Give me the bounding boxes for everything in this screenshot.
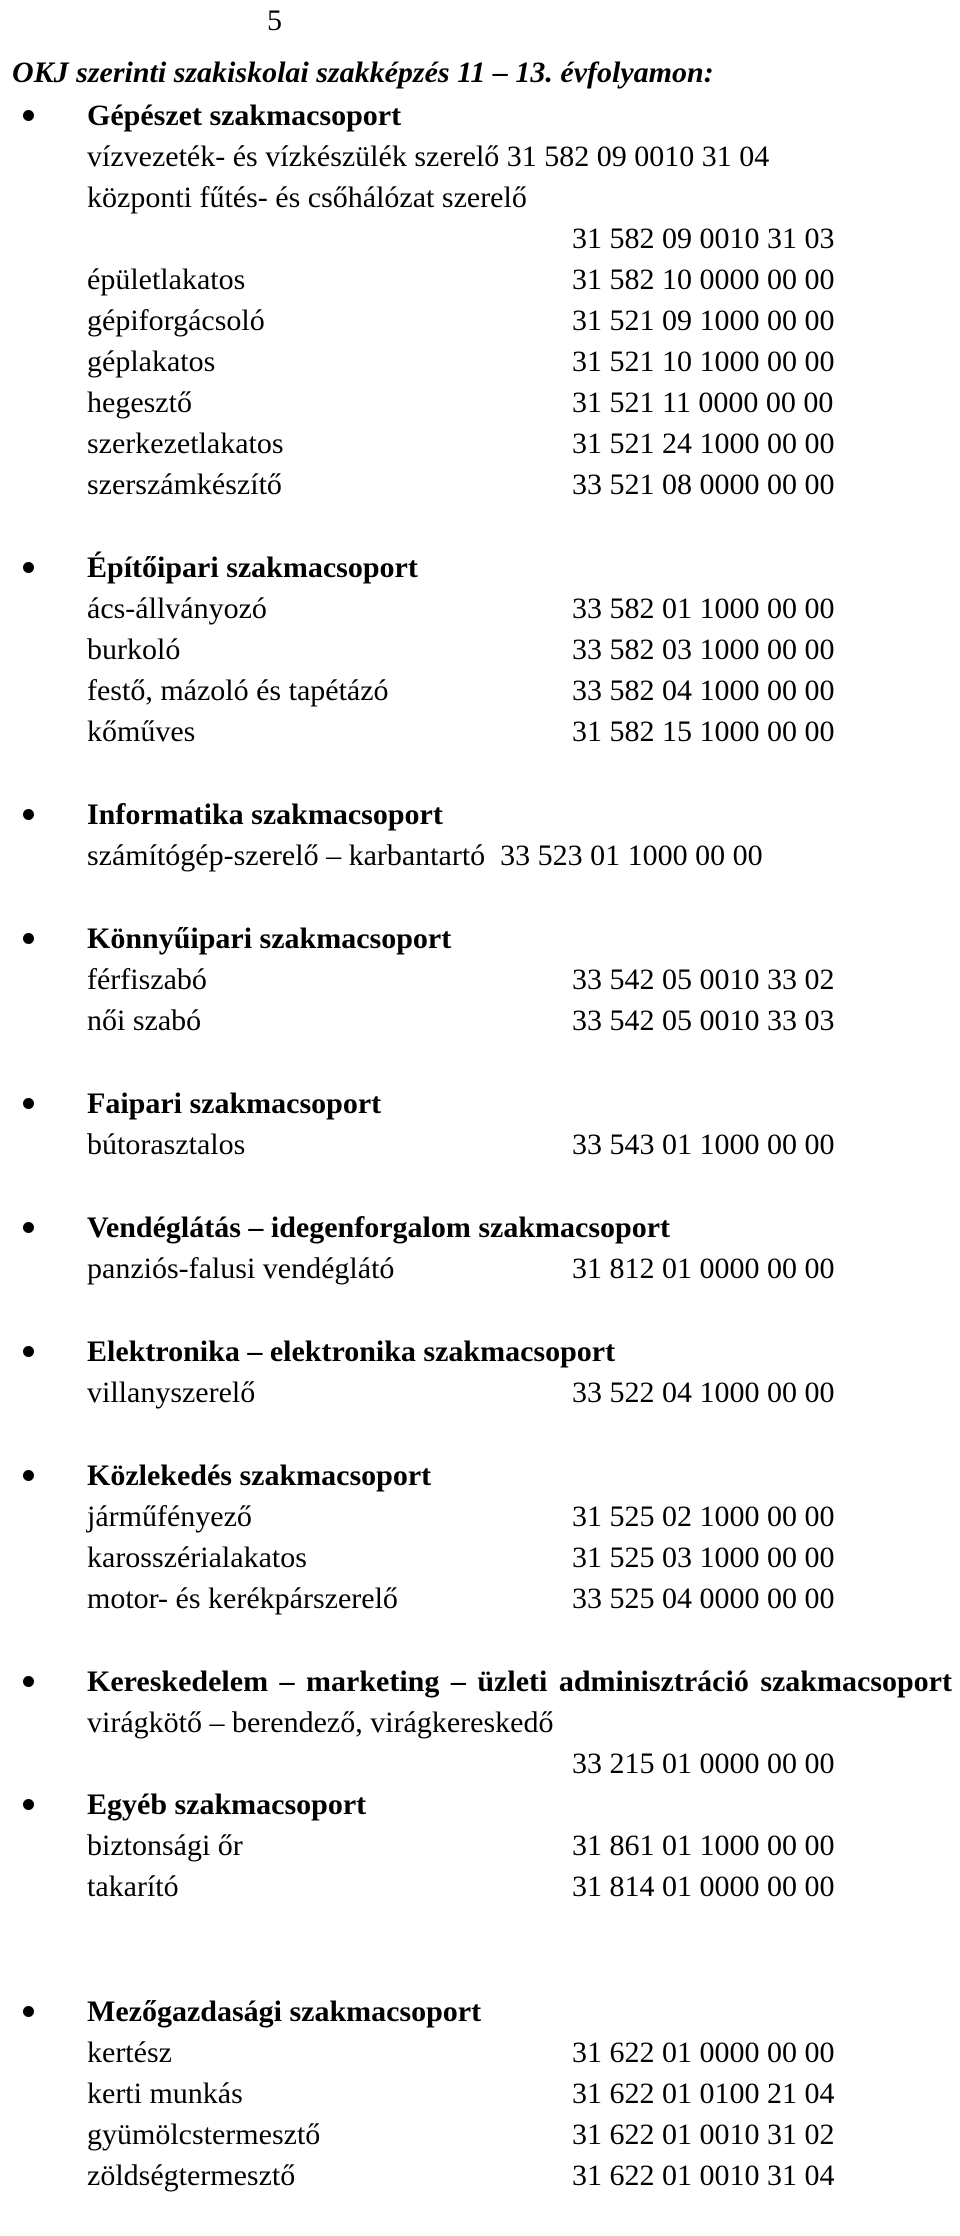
list-item <box>87 2155 960 2196</box>
list-item <box>87 1866 960 1907</box>
list-item <box>87 835 960 876</box>
course-code: 31 622 01 0010 31 04 <box>572 2159 835 2192</box>
course-name: kerti munkás <box>87 2077 243 2110</box>
page-number: 5 <box>267 4 282 37</box>
list-item <box>87 218 960 259</box>
bullet-icon <box>23 562 34 573</box>
group-kozlekedes <box>0 1455 960 1619</box>
group-gepeszet <box>0 95 960 505</box>
group-konnyuipari <box>0 918 960 1041</box>
list-item <box>87 711 960 752</box>
course-name: gyümölcstermesztő <box>87 2118 321 2151</box>
course-code: 33 582 01 1000 00 00 <box>572 592 835 625</box>
bullet-icon <box>23 110 34 121</box>
course-name: takarító <box>87 1870 179 1903</box>
course-code: 31 582 15 1000 00 00 <box>572 715 835 748</box>
list-item <box>87 1537 960 1578</box>
course-group-list <box>0 95 960 2196</box>
group-egyeb <box>0 1784 960 1907</box>
list-item <box>87 1743 960 1784</box>
course-code: 31 622 01 0100 21 04 <box>572 2077 835 2110</box>
course-code: 33 543 01 1000 00 00 <box>572 1128 835 1161</box>
list-item <box>87 588 960 629</box>
course-name: járműfényező <box>87 1500 252 1533</box>
course-code: 33 582 03 1000 00 00 <box>572 633 835 666</box>
list-item <box>87 1825 960 1866</box>
group-title: Könnyűipari szakmacsoport <box>87 922 452 955</box>
course-name: burkoló <box>87 633 181 666</box>
course-name: kertész <box>87 2036 172 2069</box>
list-item <box>87 629 960 670</box>
list-item <box>87 670 960 711</box>
list-item <box>87 1496 960 1537</box>
bullet-icon <box>23 933 34 944</box>
group-epitoipari <box>0 547 960 752</box>
list-item <box>87 341 960 382</box>
list-item <box>87 382 960 423</box>
list-item <box>87 1372 960 1413</box>
course-name: virágkötő – berendező, virágkereskedő <box>87 1706 554 1739</box>
course-name: géplakatos <box>87 345 216 378</box>
course-code: 31 814 01 0000 00 00 <box>572 1870 835 1903</box>
course-code: 31 521 09 1000 00 00 <box>572 304 835 337</box>
group-title: Gépészet szakmacsoport <box>87 99 402 132</box>
bullet-icon <box>23 1346 34 1357</box>
group-title: Elektronika – elektronika szakmacsoport <box>87 1335 616 1368</box>
course-name: karosszérialakatos <box>87 1541 307 1574</box>
list-item <box>87 2073 960 2114</box>
course-code: 31 582 09 0010 31 03 <box>572 222 835 255</box>
course-code: 33 522 04 1000 00 00 <box>572 1376 835 1409</box>
group-mezogazdasagi <box>0 1991 960 2196</box>
course-name: biztonsági őr <box>87 1829 243 1862</box>
document-heading: OKJ szerinti szakiskolai szakképzés 11 – 13. évfolyamon: <box>12 56 714 89</box>
course-code: 33 542 05 0010 33 03 <box>572 1004 835 1037</box>
course-name: épületlakatos <box>87 263 246 296</box>
course-name: központi fűtés- és csőhálózat szerelő <box>87 181 527 214</box>
course-name: szerkezetlakatos <box>87 427 284 460</box>
bullet-icon <box>23 1222 34 1233</box>
course-code: 31 622 01 0010 31 02 <box>572 2118 835 2151</box>
group-title: Egyéb szakmacsoport <box>87 1788 367 1821</box>
group-title: Építőipari szakmacsoport <box>87 551 418 584</box>
course-name: panziós-falusi vendéglátó <box>87 1252 395 1285</box>
group-title: Közlekedés szakmacsoport <box>87 1459 432 1492</box>
list-item <box>87 259 960 300</box>
list-item <box>87 1124 960 1165</box>
course-code: 31 582 10 0000 00 00 <box>572 263 835 296</box>
course-name: villanyszerelő <box>87 1376 256 1409</box>
course-code: 33 582 04 1000 00 00 <box>572 674 835 707</box>
course-code: 33 521 08 0000 00 00 <box>572 468 835 501</box>
list-item <box>87 2032 960 2073</box>
course-name: kőműves <box>87 715 196 748</box>
bullet-icon <box>23 1470 34 1481</box>
group-title: Faipari szakmacsoport <box>87 1087 382 1120</box>
course-code: 31 521 24 1000 00 00 <box>572 427 835 460</box>
bullet-icon <box>23 1799 34 1810</box>
list-item <box>87 177 960 218</box>
course-name: festő, mázoló és tapétázó <box>87 674 389 707</box>
course-name: szerszámkészítő <box>87 468 282 501</box>
course-code: 31 525 03 1000 00 00 <box>572 1541 835 1574</box>
group-title: Vendéglátás – idegenforgalom szakmacsoport <box>87 1211 671 1244</box>
list-item <box>87 1248 960 1289</box>
course-name: bútorasztalos <box>87 1128 246 1161</box>
list-item <box>87 2114 960 2155</box>
group-vendeglatas <box>0 1207 960 1289</box>
course-name: női szabó <box>87 1004 202 1037</box>
list-item <box>87 300 960 341</box>
group-faipari <box>0 1083 960 1165</box>
course-name: ács-állványozó <box>87 592 267 625</box>
list-item <box>87 959 960 1000</box>
course-code: 31 521 10 1000 00 00 <box>572 345 835 378</box>
group-informatika <box>0 794 960 876</box>
course-code: 31 812 01 0000 00 00 <box>572 1252 835 1285</box>
group-title: Mezőgazdasági szakmacsoport <box>87 1995 482 2028</box>
course-name: számítógép-szerelő – karbantartó <box>87 839 486 872</box>
list-item <box>87 1000 960 1041</box>
course-name: férfiszabó <box>87 963 207 996</box>
course-name: motor- és kerékpárszerelő <box>87 1582 398 1615</box>
group-elektronika <box>0 1331 960 1413</box>
course-code: 33 215 01 0000 00 00 <box>572 1747 835 1780</box>
course-code: 33 525 04 0000 00 00 <box>572 1582 835 1615</box>
course-code: 33 542 05 0010 33 02 <box>572 963 835 996</box>
list-item <box>87 136 960 177</box>
course-code: 31 525 02 1000 00 00 <box>572 1500 835 1533</box>
course-code: 31 622 01 0000 00 00 <box>572 2036 835 2069</box>
list-item <box>87 423 960 464</box>
bullet-icon <box>23 2006 34 2017</box>
bullet-icon <box>23 1098 34 1109</box>
list-item <box>87 464 960 505</box>
group-kereskedelem <box>0 1661 960 1784</box>
course-name: hegesztő <box>87 386 192 419</box>
bullet-icon <box>23 1676 34 1687</box>
list-item <box>87 1702 960 1743</box>
course-name: vízvezeték- és vízkészülék szerelő 31 582 09 0010 31 04 <box>87 140 770 173</box>
list-item <box>87 1578 960 1619</box>
bullet-icon <box>23 809 34 820</box>
course-name: gépiforgácsoló <box>87 304 265 337</box>
course-code: 31 521 11 0000 00 00 <box>572 386 834 419</box>
group-title: Informatika szakmacsoport <box>87 798 443 831</box>
group-title: Kereskedelem – marketing – üzleti adminisztráció szakmacsoport <box>87 1665 952 1698</box>
course-name: zöldségtermesztő <box>87 2159 296 2192</box>
course-code: 31 861 01 1000 00 00 <box>572 1829 835 1862</box>
course-code: 33 523 01 1000 00 00 <box>500 839 763 872</box>
